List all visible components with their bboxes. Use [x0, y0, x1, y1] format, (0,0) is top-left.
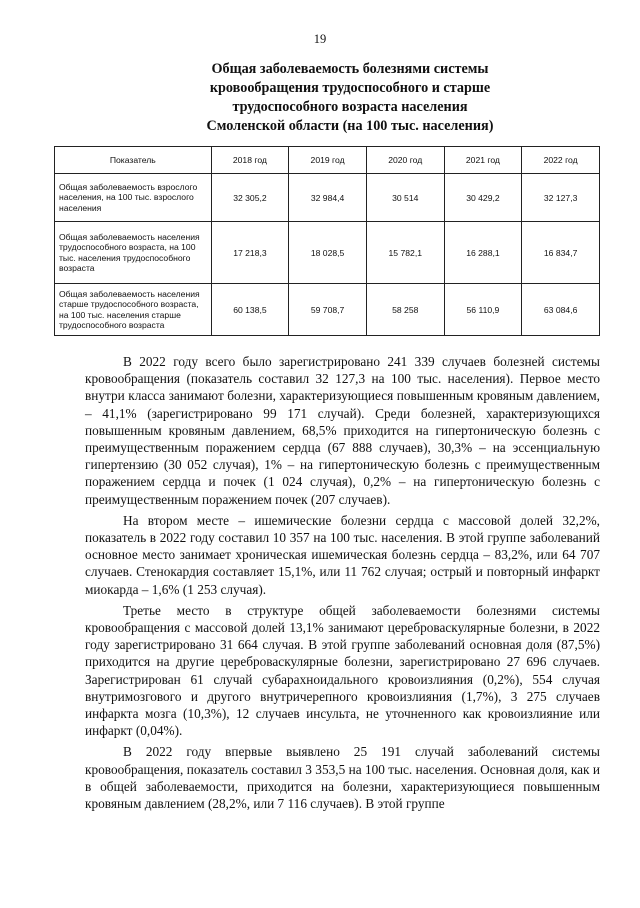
table-cell: 58 258: [366, 284, 444, 336]
table-cell: 32 305,2: [211, 174, 289, 222]
title-line: Общая заболеваемость болезнями системы: [211, 61, 489, 77]
table-header-row: [55, 147, 600, 174]
table-row: [55, 284, 600, 336]
column-header: 2018 год: [211, 147, 289, 174]
table-cell: 16 288,1: [444, 222, 522, 284]
table-cell: 60 138,5: [211, 284, 289, 336]
title-line: Смоленской области (на 100 тыс. населения): [206, 118, 494, 134]
table-cell: 30 514: [366, 174, 444, 222]
table-row: [55, 222, 600, 284]
table-row: [55, 174, 600, 222]
document-title: [150, 60, 550, 136]
page-number: 19: [313, 32, 327, 46]
table-cell: 16 834,7: [522, 222, 600, 284]
table-cell: 17 218,3: [211, 222, 289, 284]
table-cell: 56 110,9: [444, 284, 522, 336]
table-cell: 32 127,3: [522, 174, 600, 222]
column-header: 2019 год: [289, 147, 367, 174]
row-label: Общая заболеваемость населения трудоспособного возраста, на 100 тыс. населения трудоспособного возраста: [55, 222, 212, 284]
column-header: 2022 год: [522, 147, 600, 174]
paragraph: В 2022 году впервые выявлено 25 191 случай заболеваний системы кровообращения, показатель составил 3 353,5 на 100 тыс. населения. Основная доля, как и в общей заболеваемости, приходится на болезни, характеризующиеся повышенным кровяным давлением (28,2%, или 7 116 случаев). В этой группе: [85, 744, 600, 812]
table-cell: 30 429,2: [444, 174, 522, 222]
table-cell: 15 782,1: [366, 222, 444, 284]
row-label: Общая заболеваемость взрослого населения, на 100 тыс. взрослого населения: [55, 174, 212, 222]
paragraph: На втором месте – ишемические болезни сердца с массовой долей 32,2%, показатель в 2022 году составил 10 357 на 100 тыс. населения. В этой группе заболеваний основное место занимает хроническая ишемическая болезнь сердца – 83,2%, или 64 707 случаев. Стенокардия составляет 15,1%, или 11 762 случая; острый и повторный инфаркт миокарда – 1,6% (1 253 случая).: [85, 512, 600, 597]
morbidity-table: [54, 146, 600, 336]
column-header: 2020 год: [366, 147, 444, 174]
table-cell: 32 984,4: [289, 174, 367, 222]
column-header: Показатель: [55, 147, 212, 174]
row-label: Общая заболеваемость населения старше трудоспособного возраста, на 100 тыс. населения старше трудоспособного возраста: [55, 284, 212, 336]
paragraph: В 2022 году всего было зарегистрировано 241 339 случаев болезней системы кровообращения (показатель составил 32 127,3 на 100 тыс. населения). Первое место внутри класса занимают болезни, характеризующиеся повышенным кровяным давлением, – 41,1% (зарегистрировано 99 171 случай). Среди болезней, характеризующихся повышенным кровяным давлением, 68,5% приходится на гипертоническую болезнь с преимущественным поражением сердца (67 888 случаев), 30,3% – на эссенциальную гипертензию (30 052 случая), 1% – на гипертоническую болезнь с преимущественным поражением сердца и почек (1 024 случая), 0,2% – на гипертоническую болезнь с преимущественным поражением почек (207 случаев).: [85, 354, 600, 507]
title-line: кровообращения трудоспособного и старше: [209, 80, 491, 96]
paragraph: Третье место в структуре общей заболеваемости болезнями системы кровообращения с массовой долей 13,1% занимают цереброваскулярные болезни, в 2022 году зарегистрировано 31 664 случая. В этой группе заболеваний основная доля (87,5%) приходится на другие цереброваскулярные болезни, зарегистрировано 27 696 случаев. Зарегистрирован 61 случай субарахноидального кровоизлияния (0,2%), 554 случая внутримозгового и другого внутричерепного кровоизлияния (1,7%), 3 275 случаев инфаркта мозга (10,3%), 12 случаев инсульта, не уточненного как кровоизлияние или инфаркт (0,04%).: [85, 602, 600, 739]
body-text: [85, 353, 600, 812]
table-cell: 63 084,6: [522, 284, 600, 336]
table-cell: 59 708,7: [289, 284, 367, 336]
table-cell: 18 028,5: [289, 222, 367, 284]
title-line: трудоспособного возраста населения: [232, 99, 468, 115]
column-header: 2021 год: [444, 147, 522, 174]
